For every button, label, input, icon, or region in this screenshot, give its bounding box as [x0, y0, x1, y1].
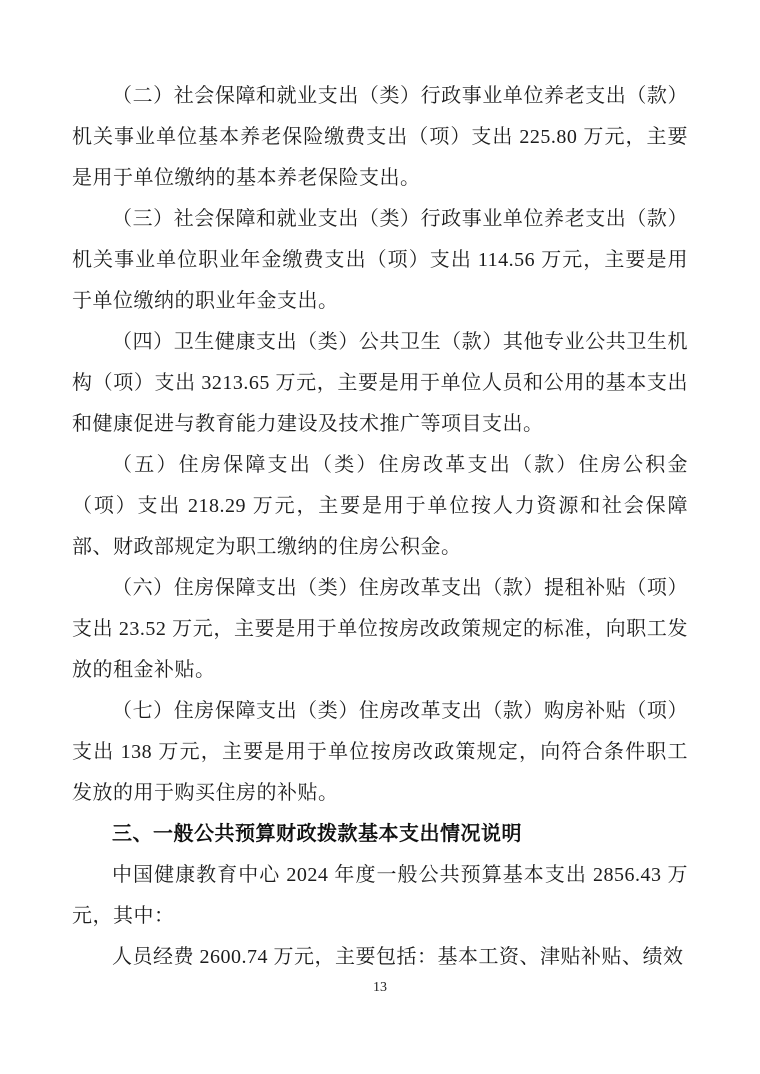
paragraph-expense-item-6: （六）住房保障支出（类）住房改革支出（款）提租补贴（项）支出 23.52 万元，主要是用于单位按房改政策规定的标准，向职工发放的租金补贴。	[72, 577, 688, 681]
paragraph-expense-item-5: （五）住房保障支出（类）住房改革支出（款）住房公积金（项）支出 218.29 万元，主要是用于单位按人力资源和社会保障部、财政部规定为职工缴纳的住房公积金。	[72, 454, 688, 558]
document-content	[72, 76, 688, 978]
paragraph-personnel-expense: 人员经费 2600.74 万元，主要包括：基本工资、津贴补贴、绩效	[112, 946, 684, 968]
paragraph-basic-expenditure-total: 中国健康教育中心 2024 年度一般公共预算基本支出 2856.43 万元，其中：	[72, 864, 688, 927]
page-number: 13	[373, 980, 387, 995]
paragraph-expense-item-4: （四）卫生健康支出（类）公共卫生（款）其他专业公共卫生机构（项）支出 3213.65 万元，主要是用于单位人员和公用的基本支出和健康促进与教育能力建设及技术推广等项目支出。	[72, 331, 688, 435]
paragraph-expense-item-7: （七）住房保障支出（类）住房改革支出（款）购房补贴（项）支出 138 万元，主要是用于单位按房改政策规定，向符合条件职工发放的用于购买住房的补贴。	[72, 700, 688, 804]
section-heading-basic-expenditure: 三、一般公共预算财政拨款基本支出情况说明	[112, 823, 522, 845]
paragraph-expense-item-2: （二）社会保障和就业支出（类）行政事业单位养老支出（款）机关事业单位基本养老保险缴费支出（项）支出 225.80 万元，主要是用于单位缴纳的基本养老保险支出。	[72, 85, 688, 189]
paragraph-expense-item-3: （三）社会保障和就业支出（类）行政事业单位养老支出（款）机关事业单位职业年金缴费支出（项）支出 114.56 万元，主要是用于单位缴纳的职业年金支出。	[72, 208, 688, 312]
